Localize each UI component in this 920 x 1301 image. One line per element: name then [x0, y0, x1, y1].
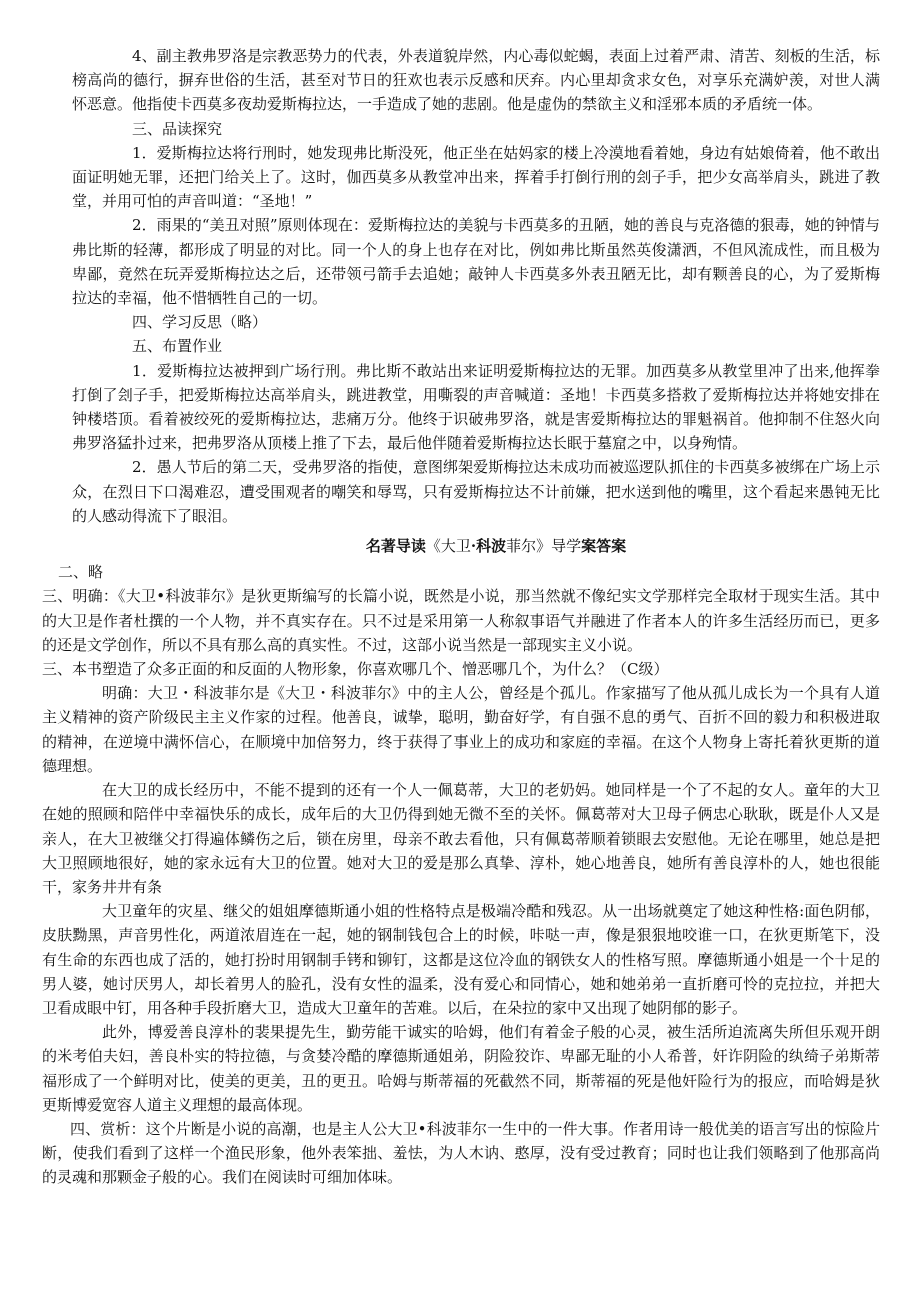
answer-section-3: 三、明确：《大卫•科波菲尔》是狄更斯编写的长篇小说，既然是小说，那当然就不像纪实文学那样完全取材于现实生活。其中的大卫是作者杜撰的一个人物，并不真实存在。只不过是采用第一人称叙事语气并融进了作者本人的许多生活经历而已，更多的还是文学创作，所以不具有那么高的真实性。不过，这部小说当然是一部现实主义小说。	[42, 587, 880, 654]
title-part-e: 菲尔》导学	[506, 537, 582, 556]
question-section-3: 三、本书塑造了众多正面的和反面的人物形象，你喜欢哪几个、憎恶哪几个，为什么？（C级）	[42, 660, 669, 679]
paragraph-homework-2: 2．愚人节后的第二天，受弗罗洛的指使，意图绑架爱斯梅拉达未成功而被巡逻队抓住的卡西莫多被绑在广场上示众，在烈日下口渴难忍，遭受围观者的嘲笑和辱骂，只有爱斯梅拉达不计前嫌，把水送到他的嘴里，这个看起来愚钝无比的人感动得流下了眼泪。	[72, 458, 880, 525]
paragraph-reading-1: 1．爱斯梅拉达将行刑时，她发现弗比斯没死，他正坐在姑妈家的楼上冷漠地看着她，身边有姑娘倚着，他不敢出面证明她无罪，还把门给关上了。这时，伽西莫多从教堂冲出来，挥着手打倒行刑的刽子手，把少女高举肩头，跳进了教堂，并用可怕的声音叫道：“圣地！”	[72, 143, 880, 211]
paragraph-homework-1: 1．爱斯梅拉达被押到广场行刑。弗比斯不敢站出来证明爱斯梅拉达的无罪。加西莫多从教堂里冲了出来,他挥拳打倒了刽子手，把爱斯梅拉达高举肩头，跳进教堂，用嘶裂的声音喊道：圣地！卡西莫多搭救了爱斯梅拉达并将她安排在钟楼塔顶。看着被绞死的爱斯梅拉达，悲痛万分。他终于识破弗罗洛，就是害爱斯梅拉达的罪魁祸首。他抑制不住怒火向弗罗洛猛扑过来，把弗罗洛从顶楼上推了下去，最后他伴随着爱斯梅拉达长眠于墓窟之中，以身殉情。	[72, 361, 880, 453]
paragraph-reading-2: 2．雨果的“美丑对照”原则体现在：爱斯梅拉达的美貌与卡西莫多的丑陋，她的善良与克洛德的狠毒，她的钟情与弗比斯的轻薄，都形成了明显的对比。同一个人的身上也存在对比，例如弗比斯虽然英俊潇洒，不但风流成性，而且极为卑鄙，竟然在玩弄爱斯梅拉达之后，还带领弓箭手去追她；敲钟人卡西莫多外表丑陋无比，却有颗善良的心，为了爱斯梅拉达的幸福，他不惜牺牲自己的一切。	[72, 216, 880, 308]
answer-key-title	[72, 534, 880, 558]
answer-section-2: 二、略	[58, 563, 104, 582]
heading-section-3: 三、品读探究	[132, 119, 223, 138]
title-part-f: 案答案	[581, 537, 627, 556]
paragraph-frollo: 4、副主教弗罗洛是宗教恶势力的代表，外表道貌岸然，内心毒似蛇蝎，表面上过着严肃、清苦、刻板的生活，标榜高尚的德行，摒弃世俗的生活，甚至对节日的狂欢也表示反感和厌弃。内心里却贪求女色，对享乐充满妒羡，对世人满怀恶意。他指使卡西莫多夜劫爱斯梅拉达，一手造成了她的悲剧。他是虚伪的禁欲主义和淫邪本质的矛盾统一体。	[72, 47, 880, 114]
title-part-b: 著导读	[380, 537, 426, 556]
title-part-c: 《大卫	[425, 537, 471, 556]
answer-section-4-appreciation: 四、赏析：这个片断是小说的高潮，也是主人公大卫•科波菲尔一生中的一件大事。作者用诗一般优美的语言写出的惊险片断，使我们看到了这样一个渔民形象，他外表笨拙、羞怯，为人木讷、憨厚，没有受过教育；同时也让我们领略到了他那高尚的灵魂和那颗金子般的心。我们在阅读时可细加体味。	[42, 1119, 880, 1187]
title-part-a: 名	[365, 537, 381, 556]
answer-key-body	[0, 560, 880, 1189]
heading-section-4: 四、学习反思（略）	[132, 313, 268, 332]
title-part-d: ·科波	[470, 537, 507, 556]
answer-peggotty: 在大卫的成长经历中，不能不提到的还有一个人一佩葛蒂，大卫的老奶妈。她同样是一个了不起的女人。童年的大卫在她的照顾和陪伴中幸福快乐的成长，成年后的大卫仍得到她无微不至的关怀。佩葛蒂对大卫母子俩忠心耿耿，既是仆人又是亲人，在大卫被继父打得遍体鳞伤之后，锁在房里，母亲不敢去看他，只有佩葛蒂顺着锁眼去安慰他。无论在哪里，她总是把大卫照顾地很好，她的家永远有大卫的位置。她对大卫的爱是那么真挚、淳朴，她心地善良，她所有善良淳朴的人，她也很能干，家务井井有条	[42, 781, 880, 896]
answer-david: 明确：大卫・科波菲尔是《大卫・科波菲尔》中的主人公，曾经是个孤儿。作家描写了他从孤儿成长为一个具有人道主义精神的资产阶级民主主义作家的过程。他善良，诚挚，聪明，勤奋好学，有自强不息的勇气、百折不回的毅力和积极进取的精神，在逆境中满怀信心，在顺境中加倍努力，终于获得了事业上的成功和家庭的幸福。在这个人物身上寄托着狄更斯的道德理想。	[42, 684, 880, 775]
answer-murdstone: 大卫童年的灾星、继父的姐姐摩德斯通小姐的性格特点是极端冷酷和残忍。从一出场就奠定了她这种性格:面色阴郁，皮肤黝黑，声音男性化，两道浓眉连在一起，她的钢制钱包合上的时候，咔哒一声，像是狠狠地咬谁一口，在狄更斯笔下，没有生命的东西也成了活的，她打扮时用钢制手铐和铆钉，这都是这位冷血的钢铁女人的性格写照。摩德斯通小姐是一个十足的男人婆，她讨厌男人，却长着男人的脸孔，没有女性的温柔，没有爱心和同情心，她和她弟弟一直折磨可怜的克拉拉，并把大卫看成眼中钉，用各种手段折磨大卫，造成大卫童年的苦难。以后，在朵拉的家中又出现了她阴郁的影子。	[42, 902, 880, 1017]
heading-section-5: 五、布置作业	[132, 337, 223, 356]
answer-other-characters: 此外，博爱善良淳朴的裴果提先生，勤劳能干诚实的哈姆，他们有着金子般的心灵，被生活所迫流离失所但乐观开朗的米考伯夫妇，善良朴实的特拉德，与贪婪冷酷的摩德斯通姐弟，阴险狡诈、卑鄙无耻的小人希普，奸诈阴险的纨绮子弟斯蒂福形成了一个鲜明对比，使美的更美，丑的更丑。哈姆与斯蒂福的死截然不同，斯蒂福的死是他奸险行为的报应，而哈姆是狄更斯博爱宽容人道主义理想的最高体现。	[42, 1023, 880, 1114]
